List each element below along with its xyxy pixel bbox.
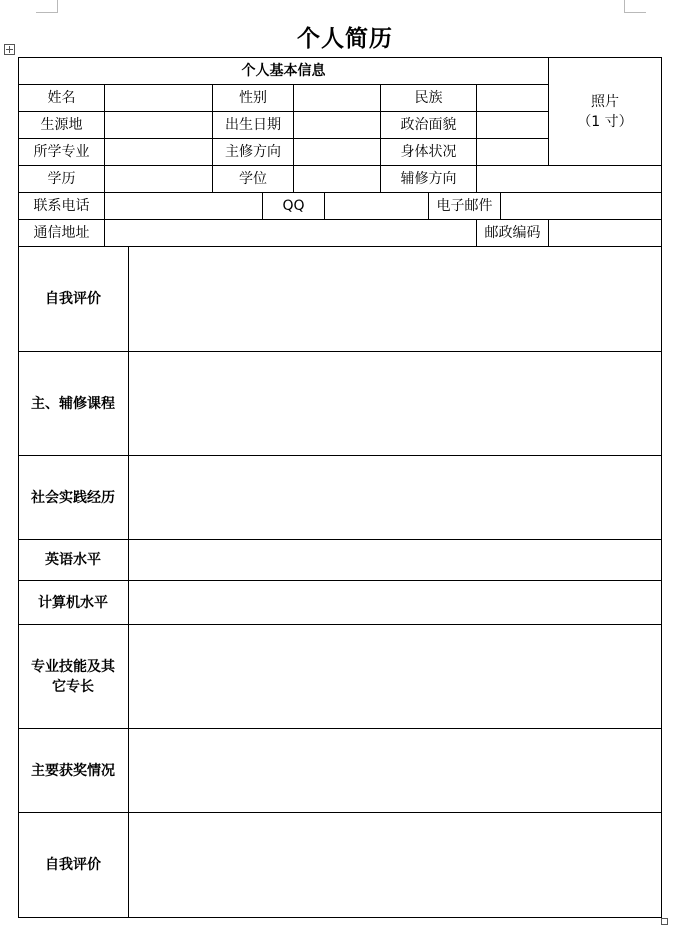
major-label: 所学专业 [33,144,90,160]
postcode-field[interactable] [549,220,661,246]
section-label-courses: 主、辅修课程 [31,395,115,412]
ethnicity-label: 民族 [414,90,443,106]
photo-box[interactable] [549,58,661,165]
gender-field[interactable] [294,85,380,111]
basic-info-header: 个人基本信息 [241,63,326,79]
email-field[interactable] [501,193,661,219]
address-label: 通信地址 [33,225,90,241]
courses-field[interactable] [129,352,661,455]
table-line [661,57,662,918]
email-label: 电子邮件 [436,198,493,214]
address-field[interactable] [105,220,476,246]
degree-field[interactable] [294,166,380,192]
self-evaluation-field[interactable] [129,247,661,351]
phone-field[interactable] [105,193,262,219]
birth-date-field[interactable] [294,112,380,138]
english-field[interactable] [129,540,661,580]
name-field[interactable] [105,85,212,111]
section-label-computer: 计算机水平 [38,594,108,611]
birth-date-label: 出生日期 [225,117,281,133]
skills-field[interactable] [129,625,661,728]
education-field[interactable] [105,166,212,192]
gender-label: 性别 [239,90,267,106]
section-label-skills: 专业技能及其它专长 [31,658,115,695]
political-status-label: 政治面貌 [400,117,457,133]
page-corner-mark-left [36,0,58,13]
document-title: 个人简历 [297,26,393,52]
section-label-self-evaluation-2: 自我评价 [45,857,101,873]
qq-field[interactable] [325,193,428,219]
page-corner-mark-right [624,0,646,13]
degree-label: 学位 [239,171,267,187]
self-evaluation-field-2[interactable] [129,813,661,917]
origin-label: 生源地 [40,117,83,133]
phone-label: 联系电话 [33,198,90,214]
ethnicity-field[interactable] [477,85,548,111]
photo-label: 照片 [591,93,619,110]
table-resize-handle-icon[interactable] [661,918,668,925]
postcode-label: 邮政编码 [484,225,541,241]
minor-direction-field[interactable] [477,166,661,192]
minor-direction-label: 辅修方向 [400,171,457,187]
photo-size-label: （1 寸） [577,113,633,130]
education-label: 学历 [47,171,76,187]
qq-label: QQ [282,198,305,214]
section-label-self-evaluation: 自我评价 [45,291,101,307]
major-field[interactable] [105,139,212,165]
main-direction-field[interactable] [294,139,380,165]
section-label-english: 英语水平 [45,552,101,568]
main-direction-label: 主修方向 [225,144,281,160]
health-label: 身体状况 [400,144,457,160]
computer-field[interactable] [129,581,661,624]
section-label-social-practice: 社会实践经历 [31,489,115,506]
origin-field[interactable] [105,112,212,138]
health-field[interactable] [477,139,548,165]
table-line [18,917,662,918]
political-status-field[interactable] [477,112,548,138]
section-label-awards: 主要获奖情况 [31,762,115,779]
awards-field[interactable] [129,729,661,812]
social-practice-field[interactable] [129,456,661,539]
table-move-handle-icon[interactable] [4,44,15,55]
name-label: 姓名 [47,90,76,106]
